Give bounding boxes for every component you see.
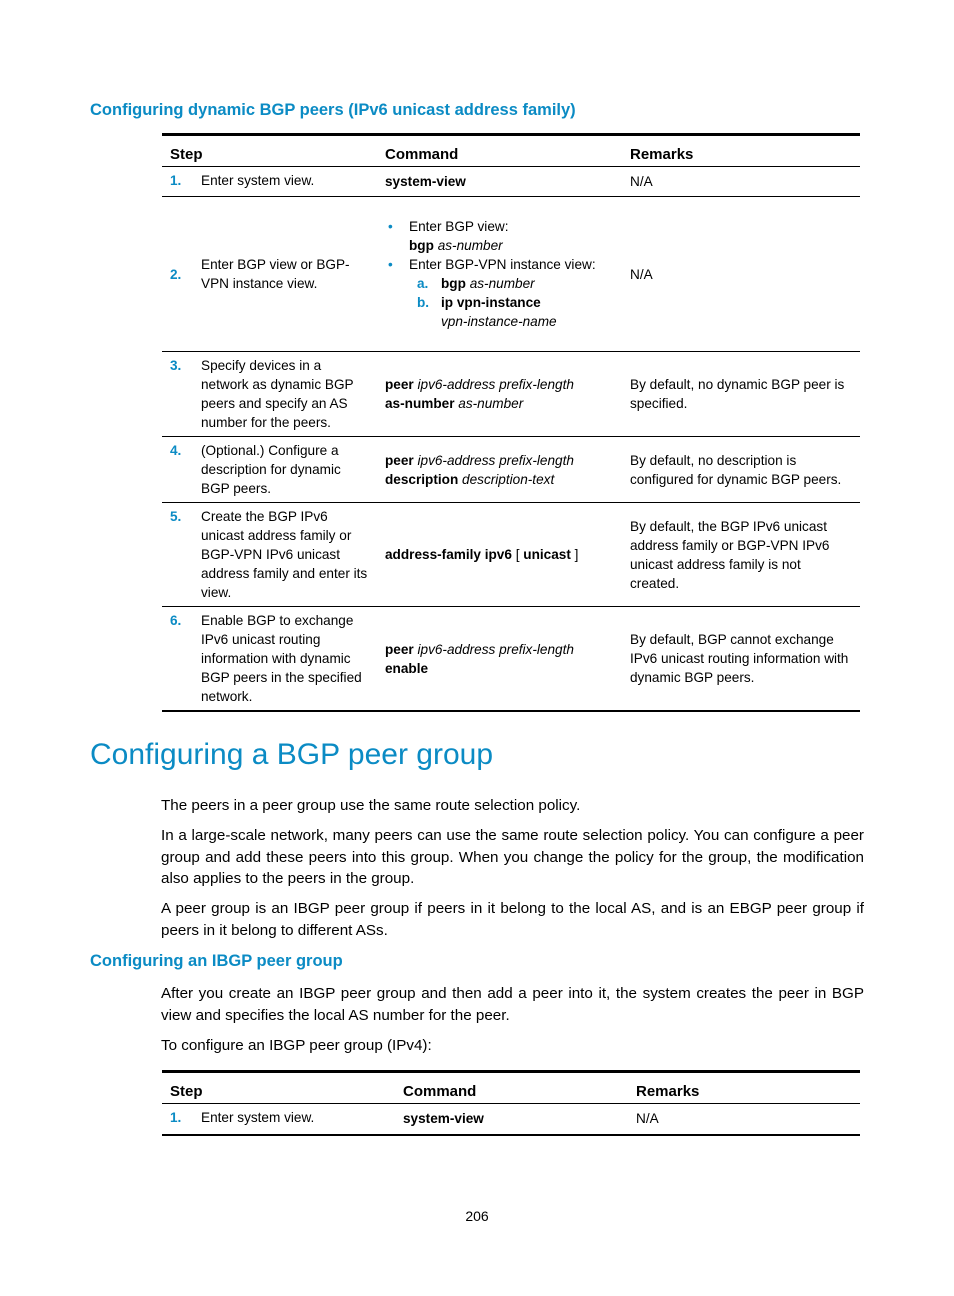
table-row <box>162 437 860 503</box>
command-keyword: bgp <box>409 238 434 253</box>
table-row <box>162 607 860 712</box>
command-argument: ipv6-address prefix-length <box>417 641 574 657</box>
table-header-row <box>162 1072 860 1104</box>
paragraph: To configure an IBGP peer group (IPv4): <box>161 1037 432 1054</box>
header-step: Step <box>162 135 377 167</box>
command-cell <box>377 352 622 437</box>
step-number: 4. <box>162 437 195 503</box>
header-remarks: Remarks <box>622 135 860 167</box>
step-text: Enter system view. <box>195 1104 395 1135</box>
table-row <box>162 167 860 197</box>
step-text: Specify devices in a network as dynamic BGP peers and specify an AS number for the peers. <box>195 352 377 437</box>
bullet-icon: • <box>388 219 393 234</box>
remarks-cell: N/A <box>628 1104 860 1135</box>
command-keyword: system-view <box>385 174 466 189</box>
table-row <box>162 197 860 352</box>
sub-step-label: a. <box>417 276 429 291</box>
remarks-cell: By default, BGP cannot exchange IPv6 unicast routing information with dynamic BGP peers. <box>622 607 860 712</box>
step-number: 1. <box>162 167 195 197</box>
bullet-text: Enter BGP view: <box>409 219 509 234</box>
paragraph: After you create an IBGP peer group and then add a peer into it, the system creates the peer in BGP view and specifies the local AS number for the peer. <box>161 985 864 1024</box>
command-argument: vpn-instance-name <box>441 314 557 329</box>
steps-table-ibgp-group <box>162 1070 860 1136</box>
step-number: 2. <box>162 197 195 352</box>
command-argument: ipv6-address prefix-length <box>417 452 574 468</box>
command-argument: as-number <box>437 238 503 253</box>
step-text: (Optional.) Configure a description for dynamic BGP peers. <box>195 437 377 503</box>
section-heading: Configuring an IBGP peer group <box>90 952 343 970</box>
paragraph: In a large-scale network, many peers can use the same route selection policy. You can configure a peer group and add these peers into this group. When you change the policy for the group, the modification also applies to the peers in the group. <box>161 827 864 887</box>
list-item <box>385 255 614 331</box>
command-keyword: peer <box>385 641 414 657</box>
sub-step-label: b. <box>417 295 430 310</box>
table-row <box>162 1104 860 1135</box>
table-row <box>162 352 860 437</box>
command-cell <box>377 197 622 352</box>
command-keyword: as-number <box>385 396 455 411</box>
command-argument: as-number <box>469 276 535 291</box>
step-number: 3. <box>162 352 195 437</box>
command-keyword: description <box>385 471 459 487</box>
step-number: 1. <box>162 1104 195 1135</box>
bullet-text: Enter BGP-VPN instance view: <box>409 257 596 272</box>
command-argument: description-text <box>462 471 555 487</box>
header-step: Step <box>162 1072 395 1104</box>
bullet-icon: • <box>388 257 393 272</box>
step-text: Create the BGP IPv6 unicast address family or BGP-VPN IPv6 unicast address family and enter its view. <box>195 503 377 607</box>
header-command: Command <box>377 135 622 167</box>
table-header-row <box>162 135 860 167</box>
optional-bracket-open: [ <box>515 547 520 562</box>
remarks-cell: N/A <box>622 197 860 352</box>
command-cell <box>377 167 622 197</box>
step-text: Enter BGP view or BGP-VPN instance view. <box>195 197 377 352</box>
step-text: Enter system view. <box>195 167 377 197</box>
remarks-cell: N/A <box>622 167 860 197</box>
page-number: 206 <box>465 1208 489 1224</box>
step-text: Enable BGP to exchange IPv6 unicast routing information with dynamic BGP peers in the specified network. <box>195 607 377 712</box>
command-keyword: peer <box>385 452 414 468</box>
header-command: Command <box>395 1072 628 1104</box>
command-argument: ipv6-address prefix-length <box>417 377 574 392</box>
command-keyword: address-family ipv6 <box>385 547 512 562</box>
section-heading: Configuring dynamic BGP peers (IPv6 unicast address family) <box>90 101 576 119</box>
command-keyword: bgp <box>441 276 466 291</box>
optional-bracket-close: ] <box>574 547 579 562</box>
remarks-cell: By default, no description is configured for dynamic BGP peers. <box>622 437 860 503</box>
step-number: 6. <box>162 607 195 712</box>
command-list <box>385 217 614 331</box>
list-item <box>385 217 614 255</box>
sub-step-b <box>409 293 614 331</box>
steps-table-dynamic-peers <box>162 133 860 712</box>
table-row <box>162 503 860 607</box>
header-remarks: Remarks <box>628 1072 860 1104</box>
command-cell <box>377 437 622 503</box>
command-cell <box>377 503 622 607</box>
page-title: Configuring a BGP peer group <box>90 738 494 771</box>
command-keyword: ip vpn-instance <box>441 295 541 310</box>
remarks-cell: By default, the BGP IPv6 unicast address family or BGP-VPN IPv6 unicast address family is not created. <box>622 503 860 607</box>
step-number: 5. <box>162 503 195 607</box>
command-cell <box>377 607 622 712</box>
command-argument: as-number <box>458 396 524 411</box>
command-keyword: system-view <box>403 1111 484 1127</box>
remarks-cell: By default, no dynamic BGP peer is specified. <box>622 352 860 437</box>
command-keyword: unicast <box>523 547 571 562</box>
command-keyword: peer <box>385 377 414 392</box>
command-cell <box>395 1104 628 1135</box>
sub-step-a <box>409 274 614 293</box>
paragraph: The peers in a peer group use the same route selection policy. <box>161 797 581 814</box>
command-keyword: enable <box>385 660 429 676</box>
paragraph: A peer group is an IBGP peer group if peers in it belong to the local AS, and is an EBGP peer group if peers in it belong to different ASs. <box>161 900 864 939</box>
